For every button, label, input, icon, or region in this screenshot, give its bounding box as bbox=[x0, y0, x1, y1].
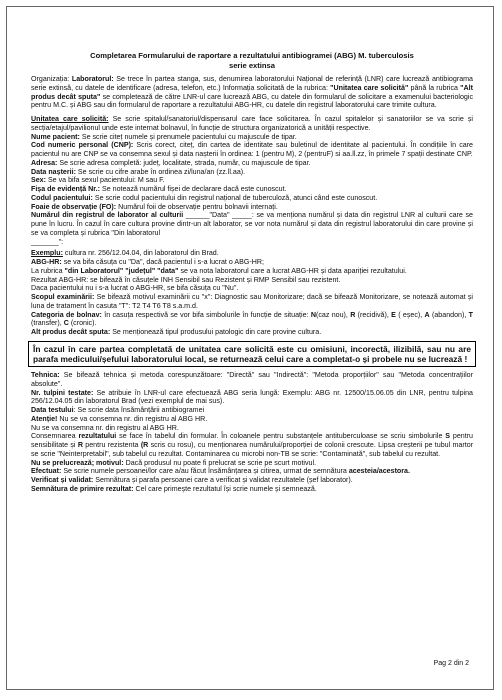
text: Dacă produsul nu poate fi prelucrat se scrie pe scurt motivul. bbox=[123, 458, 317, 467]
label: Nu se prelucrează; motivul: bbox=[31, 458, 124, 467]
text: Se scrie spitalul/sanatoriul/dispensarul care face solicitarea. În cazul spitalelor și sanatoriilor se va scrie și secția/etajul/pavilionul unde este internat bolnavul, în funcție de structura organizatorică a unității respective. bbox=[31, 115, 473, 132]
field-sex bbox=[31, 176, 473, 185]
text: Se scrie cu cifre arabe în ordinea zi/luna/an (zz.ll.aa). bbox=[75, 167, 246, 176]
text: (cronic). bbox=[68, 319, 97, 328]
label: Atenție! bbox=[31, 414, 58, 423]
field-data-testului bbox=[31, 406, 473, 415]
label: Adresa: bbox=[31, 158, 58, 167]
field-cnp bbox=[31, 141, 473, 159]
symbol: R bbox=[77, 441, 83, 450]
label: Data nașterii: bbox=[31, 167, 76, 176]
text: pentru rezistenta bbox=[82, 441, 141, 450]
symbol: E bbox=[391, 310, 396, 319]
paragraph-unitatea bbox=[31, 115, 473, 133]
label-unitatea-care-solicita: Unitatea care solicită: bbox=[31, 115, 109, 123]
field-semnatura bbox=[31, 485, 473, 494]
text: scris cu rosu), cu menționarea numărului/proporției de colonii crescute. Lipsa creșterii pe tubul martor se scrie "Neinterpretabil", sub tabelul cu rezultat. Contaminarea cu microbi non-TB se scrie: "Contaminată", sub tabelul cu rezultat. bbox=[31, 441, 473, 458]
warning-box: În cazul în care partea completată de unitatea care solicită este cu omisiuni, incorectă, ilizibilă, sau nu are parafa medicului/șefului laboratorului local, se returnează celui care a completat-o și probele nu se lucrează ! bbox=[28, 341, 476, 367]
label: Foaie de observație (FO): bbox=[31, 202, 117, 211]
symbol: T bbox=[468, 310, 473, 319]
label: Tehnica: bbox=[31, 371, 60, 380]
paragraph-laboratorul bbox=[31, 75, 473, 110]
label: Scopul examinării: bbox=[31, 293, 95, 301]
symbol: S bbox=[445, 432, 450, 441]
document-content bbox=[31, 51, 473, 494]
label: ABG-HR: bbox=[31, 258, 62, 266]
field-foaie bbox=[31, 203, 473, 212]
field-exemplu bbox=[31, 249, 473, 258]
text: în casuța respectivă se vor bifa simbolurile în funcție de situație: bbox=[101, 310, 311, 319]
text: (recidivă), bbox=[355, 310, 392, 319]
label: Exemplu: bbox=[31, 249, 63, 258]
text: se va nota laboratorul care a lucrat ABG-HR și data apariției rezultatului. bbox=[178, 266, 407, 275]
label-laboratorul: Laboratorul: bbox=[71, 75, 114, 83]
field-data-nasterii bbox=[31, 168, 473, 177]
label: Efectuat: bbox=[31, 467, 62, 476]
field-atentie bbox=[31, 415, 473, 424]
field-rezultat-abg: Rezultat ABG-HR: se bifează în căsuțele INH Sensibil sau Rezistent și RMP Sensibil sau rezistent. bbox=[31, 275, 341, 284]
text: Se scrie codul pacientului din registrul național de tuberculoză, atunci când este cunoscut. bbox=[92, 193, 378, 202]
text: Cel care primește rezultatul își scrie numele și semnează. bbox=[133, 484, 317, 493]
text: Consemnarea bbox=[31, 432, 79, 441]
symbol: A bbox=[424, 310, 430, 319]
label-organizatia: Organizația: bbox=[31, 75, 70, 83]
field-tulpini bbox=[31, 389, 473, 407]
symbol: N bbox=[310, 310, 316, 319]
text: La rubrica bbox=[31, 266, 65, 275]
label: Categoria de bolnav: bbox=[31, 310, 102, 319]
text: _______": bbox=[31, 237, 64, 246]
text: se face în tabelul din formular. În coloanele pentru substanțele antituberculoase se scriu simbolurile bbox=[116, 432, 446, 441]
text: cultura nr. 256/12.04.04, din laboratorul din Brad. bbox=[62, 249, 219, 258]
field-scopul bbox=[31, 293, 473, 311]
field-rubrica bbox=[31, 267, 473, 276]
text: Se trece în partea stanga, sus, denumirea laboratorului Național de referință (LNR) care lucrează antibiograma serie extinsă, cu datele de identificare (adresa, telefon, etc.) Informația solicitată de la rubrica: bbox=[31, 75, 473, 92]
label: Semnătura de primire rezultat: bbox=[31, 484, 134, 493]
field-categoria bbox=[31, 311, 473, 329]
label-unitatea-ref: "Unitatea care solicită" bbox=[330, 83, 409, 92]
label: Cod numeric personal (CNP): bbox=[31, 141, 134, 150]
text: Numărul foii de observație pentru bolnavii internați. bbox=[116, 202, 278, 211]
text: Se bifează tehnica și metoda corespunzătoare: "Directă" sau "Indirectă": "Metoda proporțiilor" sau "Metoda concentrațiilor absolute". bbox=[31, 371, 473, 388]
text: Se scrie numele persoanei/lor care a/au făcut însămânțarea și citirea, urmat de semnătura bbox=[61, 467, 349, 476]
field-codul bbox=[31, 194, 473, 203]
text: Se notează numărul fișei de declarare dacă este cunoscut. bbox=[100, 185, 287, 193]
text: : Se scrie data însămânțării antibiogramei bbox=[73, 406, 205, 415]
text: Se menționează tipul produsului patologic din care provine cultura. bbox=[110, 328, 322, 336]
text: Semnătura și parafa persoanei care a verificat și validat rezultatele (șef laborator). bbox=[93, 476, 353, 485]
label: Nr. tulpini testate: bbox=[31, 388, 94, 397]
label: Sex: bbox=[31, 176, 46, 185]
label: "din Laboratorul" "județul" "data" bbox=[64, 266, 179, 275]
text: Se va bifa sexul pacientului: M sau F. bbox=[45, 176, 165, 185]
label: Numărul din registrul de laborator al culturii bbox=[31, 211, 184, 220]
field-fisa bbox=[31, 185, 473, 194]
label: Nume pacient: bbox=[31, 132, 80, 141]
field-verificat bbox=[31, 476, 473, 485]
label: Verificat și validat: bbox=[31, 476, 94, 485]
text: Se atribuie în LNR-ul care efectuează ABG seria lungă: Exemplu: ABG nr. 12500/15.06.05 din LNR, pentru tulpina 256/12.04.05 din laboratorul Brad (vezi exemplul de mai sus). bbox=[31, 388, 473, 406]
field-nu-se: Nu se va consemna nr. din registru al ABG HR. bbox=[31, 423, 179, 432]
field-tehnica bbox=[31, 371, 473, 389]
page-number: Pag 2 din 2 bbox=[433, 660, 469, 667]
text: (abandon), bbox=[429, 310, 469, 319]
field-adresa bbox=[31, 159, 473, 168]
text: se completează de către LNR-ul care lucrează ABG, cu datele din formularul de solicitare a examenului bacteriologic pentru M.C. și ABG sau din formularul de raportare a rezultatului ABG-HR, cu datele din registrul laboratorului care trimite cultura. bbox=[31, 92, 473, 110]
symbol: C bbox=[63, 319, 69, 328]
field-alt-produs bbox=[31, 328, 473, 337]
text: până la rubrica bbox=[408, 83, 461, 92]
field-nu-se-prelucreaza bbox=[31, 459, 473, 468]
title-line-2: serie extinsa bbox=[228, 60, 275, 70]
text: pentru sensibilitate și bbox=[31, 432, 473, 450]
document-page bbox=[6, 6, 494, 690]
label: Fișa de evidență Nr.: bbox=[31, 185, 100, 193]
text: acesteia/acestora. bbox=[348, 467, 410, 476]
text: Scris corect, citeț, din cartea de identitate sau buletinul de identitate al pacientului. În condițiile în care pacientul nu are CNP se va consemna sexul și data nașterii în ordinea: 1 (pentru M), 2 (pentruF) si aa.ll.zz, în primele 7 spații destinate CNP. bbox=[31, 141, 473, 158]
text: se va bifa căsuța cu "Da", dacă pacientul i s-a lucrat o ABG-HR; bbox=[61, 258, 264, 266]
text: Nu se va consemna nr. din registru al ABG HR. bbox=[57, 414, 208, 423]
text: (caz nou), bbox=[315, 310, 351, 319]
text: Se scrie adresa completă: județ, localitate, strada, număr, cu majuscule de tipar. bbox=[57, 158, 311, 167]
text: ( eșec), bbox=[395, 310, 425, 319]
field-numarul bbox=[31, 211, 473, 246]
label-alt-produs-ref: "Alt produs decât sputa" bbox=[31, 83, 473, 101]
field-nume bbox=[31, 133, 473, 142]
label: Alt produs decât sputa: bbox=[31, 328, 111, 336]
document-title bbox=[31, 51, 473, 70]
label: Codul pacientului: bbox=[31, 193, 93, 202]
title-line-1: Completarea Formularului de raportare a rezultatului antibiogramei (ABG) M. tuberculosis bbox=[90, 51, 414, 60]
field-abg-hr bbox=[31, 258, 473, 267]
label: rezultatului bbox=[78, 432, 117, 441]
text: (transfer), bbox=[31, 319, 64, 328]
text: Se scrie citeț numele și prenumele pacientului cu majuscule de tipar. bbox=[79, 132, 297, 141]
field-consemnarea bbox=[31, 432, 473, 458]
field-daca-nu: Daca pacientului nu i s-a lucrat o ABG-HR, se bifa căsuța cu "Nu". bbox=[31, 284, 239, 293]
symbol: R bbox=[350, 310, 356, 319]
text: ______"Data" _____: se va menționa numărul și data din registrul LNR al culturii care se pune în lucru. În cazul în care cultura provine dintr-un alt laborator, se vor nota numărul și data din registrul laboratorului din care provine și se va completa și rubrica "Din laboratorul bbox=[31, 211, 473, 237]
text: Se bifează motivul examinării cu "x": Diagnostic sau Monitorizare; dacă se bifează Monitorizare, se notează automat și luna de tratament în casuta "T": T2 T4 T6 T8 s.a.m.d. bbox=[31, 293, 474, 310]
label: Data testului bbox=[31, 406, 74, 415]
field-efectuat bbox=[31, 467, 473, 476]
symbol: (R bbox=[140, 441, 149, 450]
